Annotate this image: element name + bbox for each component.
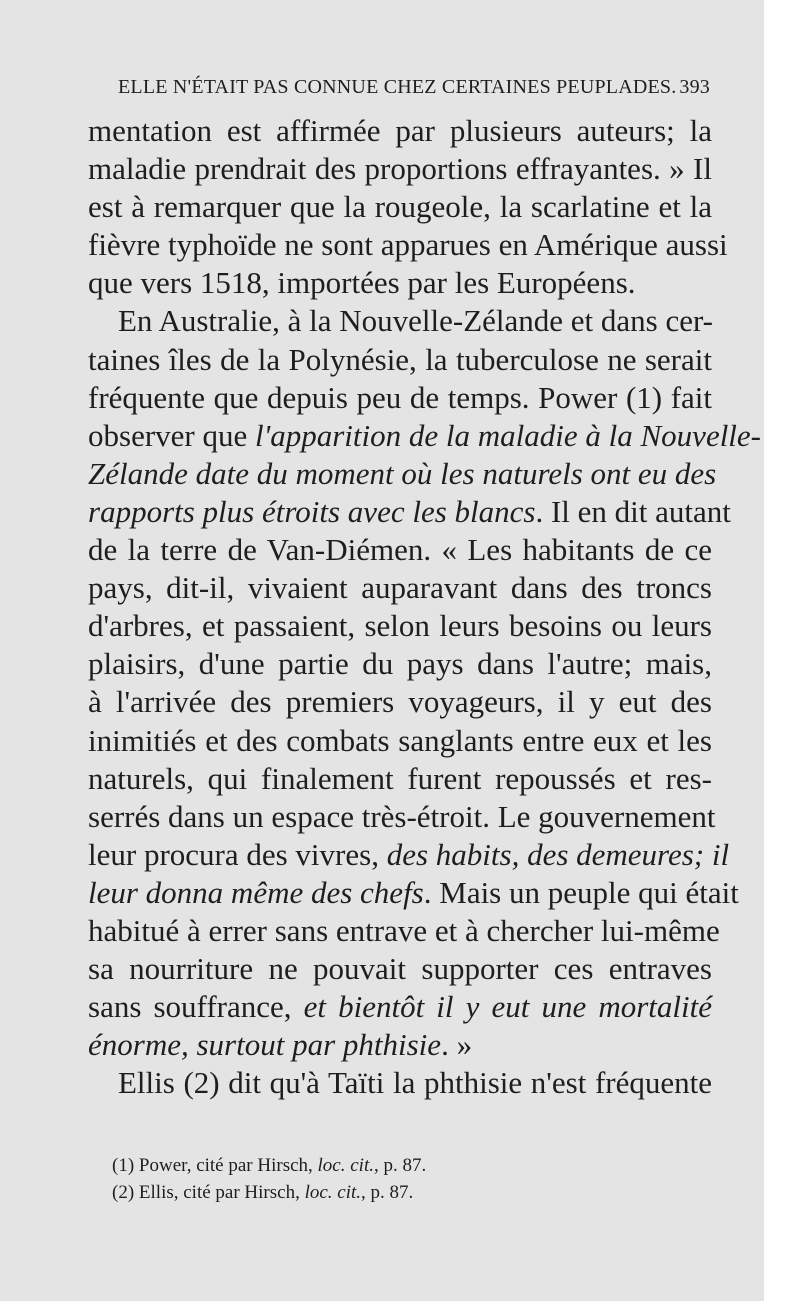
- text-run: , p. 87.: [361, 1182, 414, 1203]
- text-run: En Australie, à la Nouvelle-Zélande et dans cer-: [118, 303, 714, 339]
- text-run: serrés dans un espace très-étroit. Le gouvernement: [88, 798, 716, 834]
- italic-text: et bientôt il y eut une mortalité: [303, 989, 713, 1025]
- page-margin: [764, 0, 782, 1301]
- italic-text: rapports plus étroits avec les blancs: [88, 493, 536, 529]
- text-line: [88, 798, 716, 836]
- text-run: observer que: [88, 417, 255, 453]
- text-run: à l'arrivée des premiers voyageurs, il y eut des: [88, 684, 712, 720]
- text-line: [88, 493, 731, 531]
- page-header: [118, 76, 710, 99]
- text-run: . Il en dit autant: [535, 493, 731, 529]
- text-run: . Mais un peuple qui était: [423, 874, 739, 910]
- text-line: [88, 455, 717, 493]
- text-run: habitué à errer sans entrave et à chercher lui-même: [88, 912, 720, 948]
- text-line: [88, 1064, 712, 1102]
- italic-text: loc. cit.: [317, 1155, 374, 1176]
- italic-text: loc. cit.: [304, 1182, 362, 1203]
- text-run: . »: [441, 1027, 473, 1063]
- text-line: [88, 302, 712, 340]
- text-run: , p. 87.: [373, 1155, 427, 1176]
- text-run: taines îles de la Polynésie, la tuberculose ne serait: [88, 341, 712, 377]
- text-run: sans souffrance,: [88, 989, 304, 1025]
- page-number: 393: [679, 76, 710, 98]
- text-run: (1) Power, cité par Hirsch,: [112, 1155, 318, 1176]
- italic-text: Zélande date du moment où les naturels ont eu des: [88, 455, 717, 491]
- text-line: [88, 836, 730, 874]
- text-run: plaisirs, d'une partie du pays dans l'autre; mais,: [88, 646, 712, 682]
- text-line: [88, 760, 712, 798]
- text-line: [88, 150, 712, 188]
- text-line: [88, 341, 712, 379]
- text-line: [88, 874, 739, 912]
- footnote: [112, 1179, 632, 1206]
- text-run: pays, dit-il, vivaient auparavant dans des troncs: [88, 570, 712, 606]
- text-line: [88, 607, 712, 645]
- text-line: [88, 950, 712, 988]
- text-run: d'arbres, et passaient, selon leurs besoins ou leurs: [88, 608, 712, 644]
- footnotes: [112, 1152, 632, 1206]
- text-line: [88, 683, 712, 721]
- text-run: fréquente que depuis peu de temps. Power (1) fait: [88, 379, 712, 415]
- text-run: leur procura des vivres,: [88, 836, 387, 872]
- text-line: [88, 379, 712, 417]
- text-line: [88, 226, 728, 264]
- text-run: de la terre de Van-Diémen. « Les habitants de ce: [88, 532, 712, 568]
- text-line: [88, 1026, 712, 1064]
- italic-text: leur donna même des chefs: [88, 874, 424, 910]
- italic-text: énorme, surtout par phthisie: [88, 1027, 442, 1063]
- text-run: (2) Ellis, cité par Hirsch,: [112, 1182, 305, 1203]
- text-line: [88, 645, 712, 683]
- text-run: Ellis (2) dit qu'à Taïti la phthisie n'est fréquente: [118, 1065, 712, 1101]
- text-run: que vers 1518, importées par les Européens.: [88, 265, 636, 301]
- text-line: [88, 569, 712, 607]
- italic-text: l'apparition de la maladie à la Nouvelle-: [255, 417, 762, 453]
- text-line: [88, 417, 762, 455]
- text-run: inimitiés et des combats sanglants entre eux et les: [88, 722, 712, 758]
- text-line: [88, 112, 712, 150]
- text-run: sa nourriture ne pouvait supporter ces entraves: [88, 951, 712, 987]
- text-run: mentation est affirmée par plusieurs auteurs; la: [88, 113, 712, 148]
- text-run: fièvre typhoïde ne sont apparues en Amérique aussi: [88, 227, 728, 263]
- text-run: maladie prendrait des proportions effrayantes. » Il: [88, 151, 712, 187]
- text-line: [88, 188, 712, 226]
- text-line: [88, 912, 720, 950]
- text-line: [88, 264, 712, 302]
- running-title: ELLE N'ÉTAIT PAS CONNUE CHEZ CERTAINES PEUPLADES.: [118, 76, 677, 98]
- footnote: [112, 1152, 632, 1179]
- italic-text: des habits, des demeures; il: [386, 836, 730, 872]
- text-run: est à remarquer que la rougeole, la scarlatine et la: [88, 189, 712, 225]
- text-run: naturels, qui finalement furent repoussés et res-: [88, 760, 712, 796]
- text-line: [88, 988, 712, 1026]
- body-text: [88, 112, 762, 1102]
- text-line: [88, 722, 712, 760]
- text-line: [88, 531, 712, 569]
